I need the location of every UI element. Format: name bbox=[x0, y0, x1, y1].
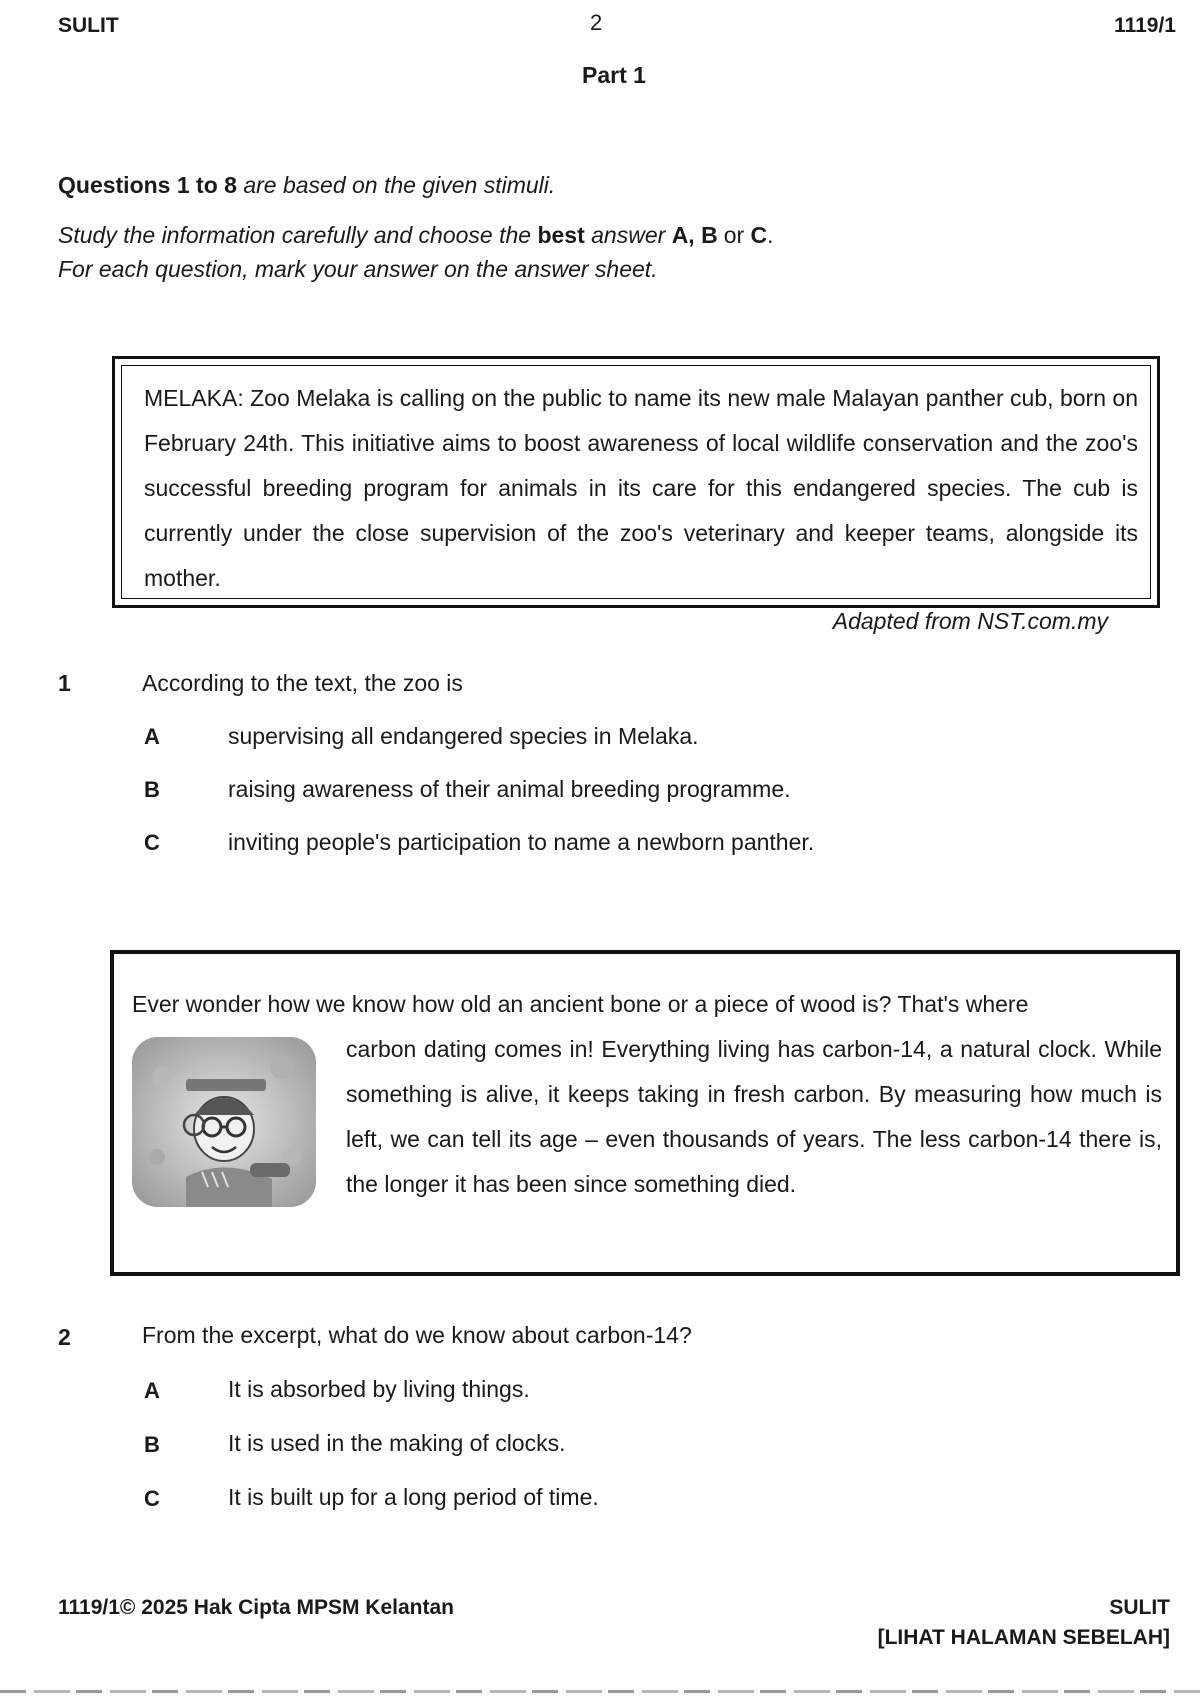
instruction-answer: answer bbox=[591, 222, 666, 248]
stimulus-2-box bbox=[110, 950, 1180, 1276]
footer-next-page: [LIHAT HALAMAN SEBELAH] bbox=[877, 1626, 1170, 1649]
stimulus-2-first-line: Ever wonder how we know how old an ancient bone or a piece of wood is? That's where bbox=[132, 991, 1029, 1017]
stimulus-1-text: MELAKA: Zoo Melaka is calling on the public to name its new male Malayan panther cub, born on February 24th. This initiative aims to boost awareness of local wildlife conservation and the zoo's successful breeding program for animals in its care for this endangered species. The cub is currently under the close supervision of the zoo's veterinary and keeper teams, alongside its mother. bbox=[121, 365, 1151, 599]
instruction-period: . bbox=[767, 222, 774, 248]
q2-option-b-letter[interactable]: B bbox=[144, 1432, 160, 1457]
paper-code: 1119/1 bbox=[1114, 14, 1176, 37]
stimulus-2-body: carbon dating comes in! Everything living has carbon-14, a natural clock. While something is alive, it keeps taking in fresh carbon. By measuring how much is left, we can tell its age – even thousands of years. The less carbon-14 there is, the longer it has been since something died. bbox=[346, 1036, 1162, 1197]
instructions bbox=[58, 168, 774, 286]
q1-option-c-letter[interactable]: C bbox=[144, 830, 160, 855]
scan-edge-line bbox=[0, 1690, 1200, 1693]
instruction-ab: A, B bbox=[671, 222, 718, 248]
instruction-c: C bbox=[750, 222, 768, 248]
q1-option-b-text: raising awareness of their animal breeding programme. bbox=[228, 776, 791, 802]
footer-sulit: SULIT bbox=[1109, 1596, 1170, 1619]
stimulus-1-source: Adapted from NST.com.my bbox=[832, 608, 1108, 634]
footer-copyright: 1119/1© 2025 Hak Cipta MPSM Kelantan bbox=[58, 1596, 454, 1619]
instruction-based-on: are based on the given stimuli. bbox=[243, 172, 556, 198]
instruction-line-3 bbox=[58, 252, 774, 286]
instruction-questions-range: Questions 1 to 8 bbox=[58, 172, 237, 198]
q2-option-c-text: It is built up for a long period of time. bbox=[228, 1484, 599, 1510]
q2-option-a-letter[interactable]: A bbox=[144, 1378, 160, 1403]
question-1-stem: According to the text, the zoo is bbox=[142, 670, 463, 696]
header-sulit: SULIT bbox=[58, 14, 119, 37]
q2-option-c-letter[interactable]: C bbox=[144, 1486, 160, 1511]
stimulus-2-text bbox=[132, 982, 1162, 1207]
q1-option-b-letter[interactable]: B bbox=[144, 777, 160, 802]
instruction-best: best bbox=[537, 222, 585, 248]
question-2-number: 2 bbox=[58, 1324, 71, 1350]
q1-option-a-text: supervising all endangered species in Melaka. bbox=[228, 723, 699, 749]
instruction-line-2 bbox=[58, 218, 774, 252]
part-title: Part 1 bbox=[582, 62, 646, 88]
page-number: 2 bbox=[590, 10, 603, 35]
cartoon-scientist-icon bbox=[132, 1037, 316, 1207]
instruction-study: Study the information carefully and choose the bbox=[58, 222, 532, 248]
instruction-or: or bbox=[723, 222, 745, 248]
q2-option-b-text: It is used in the making of clocks. bbox=[228, 1430, 566, 1456]
question-2-stem: From the excerpt, what do we know about carbon-14? bbox=[142, 1322, 692, 1348]
q1-option-a-letter[interactable]: A bbox=[144, 724, 160, 749]
instruction-line-1 bbox=[58, 168, 774, 202]
stimulus-1-box bbox=[112, 356, 1160, 608]
q1-option-c-text: inviting people's participation to name a newborn panther. bbox=[228, 829, 815, 855]
q2-option-a-text: It is absorbed by living things. bbox=[228, 1376, 530, 1402]
question-1-number: 1 bbox=[58, 670, 71, 696]
carbon-dating-cartoon-image bbox=[132, 1037, 316, 1207]
instruction-mark: For each question, mark your answer on the answer sheet. bbox=[58, 256, 658, 282]
